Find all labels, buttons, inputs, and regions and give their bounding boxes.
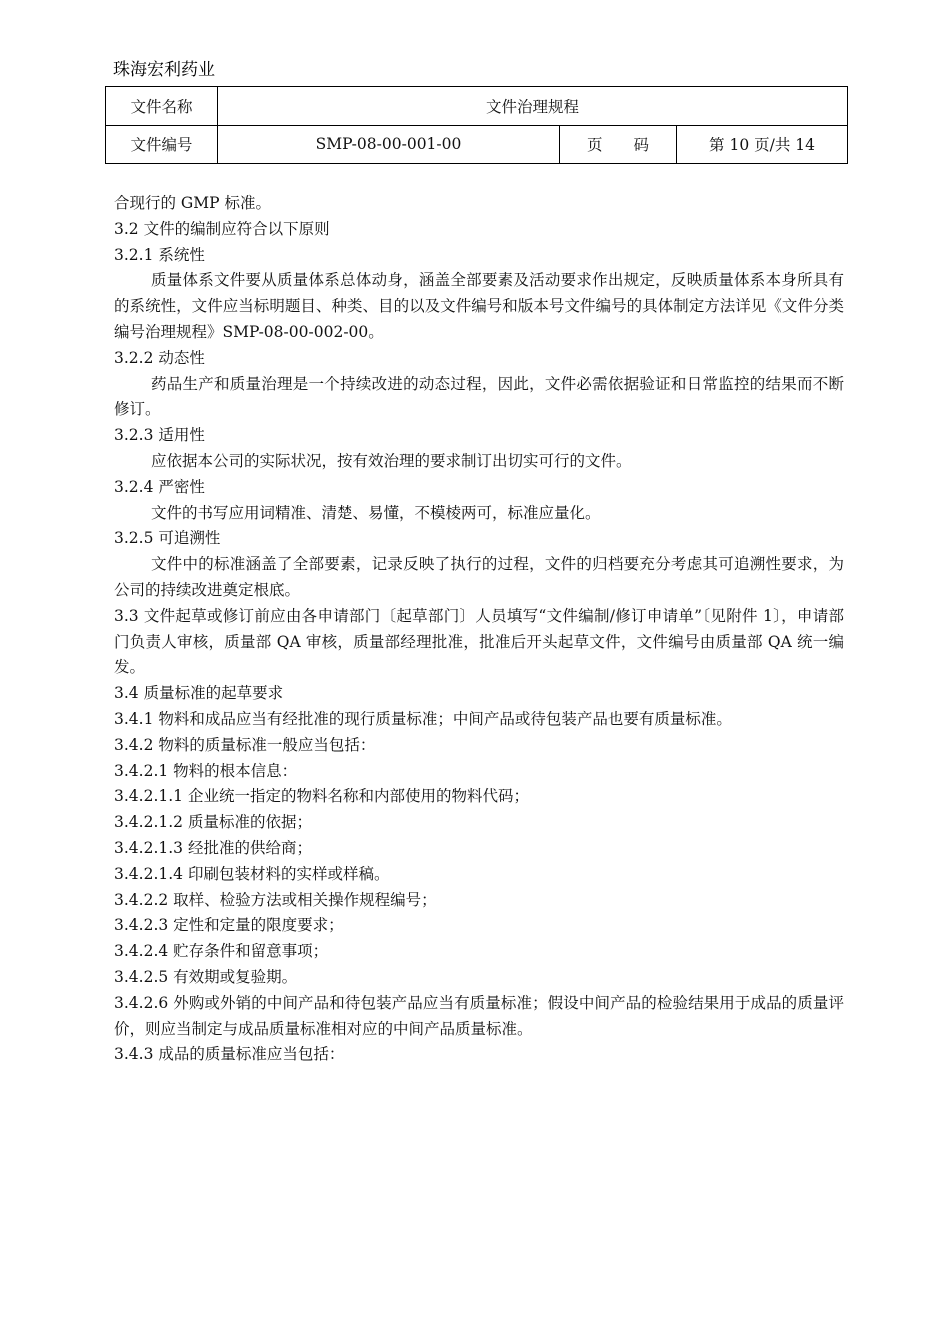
section-heading: 3.2.2 动态性 <box>114 348 205 367</box>
header-row-number <box>106 125 848 164</box>
section-heading: 3.2.1 系统性 <box>114 245 205 264</box>
list-item: 3.4.2.1.4 印刷包装材料的实样或样稿。 <box>114 864 390 883</box>
doc-name-label: 文件名称 <box>106 87 218 126</box>
paragraph: 3.3 文件起草或修订前应由各申请部门〔起草部门〕人员填写“文件编制/修订申请单”〔见附件 1〕，申请部门负责人审核，质量部 QA 审核，质量部经理批准，批准后开头起草文件，文件编号由质量部 QA 统一编发。 <box>114 606 844 677</box>
section-heading: 3.4 质量标准的起草要求 <box>114 684 284 703</box>
paragraph: 文件的书写应用词精准、清楚、易懂，不模棱两可，标准应量化。 <box>151 503 601 522</box>
list-item: 3.4.3 成品的质量标准应当包括： <box>114 1045 345 1064</box>
paragraph: 合现行的 GMP 标准。 <box>114 194 272 212</box>
list-item: 3.4.2.4 贮存条件和留意事项； <box>114 942 329 961</box>
list-item: 3.4.2.1.1 企业统一指定的物料名称和内部使用的物料代码； <box>114 787 529 806</box>
doc-number-value: SMP-08-00-001-00 <box>218 125 560 164</box>
header-row-name <box>106 87 848 126</box>
paragraph: 文件中的标准涵盖了全部要素，记录反映了执行的过程，文件的归档要充分考虑其可追溯性要求，为公司的持续改进奠定根底。 <box>114 555 844 599</box>
list-item: 3.4.2 物料的质量标准一般应当包括： <box>114 735 376 754</box>
list-item: 3.4.2.5 有效期或复验期。 <box>114 967 298 986</box>
list-item: 3.4.2.1.3 经批准的供给商； <box>114 838 312 857</box>
page-label: 页 码 <box>560 125 677 164</box>
section-heading: 3.2.5 可追溯性 <box>114 529 221 548</box>
page-number-value: 第 10 页/共 14 <box>677 125 848 164</box>
section-heading: 3.2 文件的编制应符合以下原则 <box>114 219 330 238</box>
list-item: 3.4.2.3 定性和定量的限度要求； <box>114 916 344 935</box>
list-item: 3.4.2.1.2 质量标准的依据； <box>114 813 312 832</box>
doc-name-value: 文件治理规程 <box>218 87 848 126</box>
paragraph: 3.4.1 物料和成品应当有经批准的现行质量标准；中间产品或待包装产品也要有质量标准。 <box>114 709 732 728</box>
section-heading: 3.2.4 严密性 <box>114 477 205 496</box>
paragraph: 药品生产和质量治理是一个持续改进的动态过程，因此，文件必需依据验证和日常监控的结果而不断修订。 <box>114 374 844 419</box>
section-heading: 3.2.3 适用性 <box>114 426 205 445</box>
list-item: 3.4.2.1 物料的根本信息： <box>114 761 298 780</box>
document-header-table <box>105 86 848 164</box>
paragraph: 质量体系文件要从质量体系总体动身，涵盖全部要素及活动要求作出规定，反映质量体系本身所具有的系统性，文件应当标明题目、种类、目的以及文件编号和版本号文件编号的具体制定方法详见《文件分类编号治理规程》SMP-08-00-002-00。 <box>114 271 844 341</box>
company-name: 珠海宏利药业 <box>113 60 215 80</box>
doc-number-label: 文件编号 <box>106 125 218 164</box>
list-item: 3.4.2.2 取样、检验方法或相关操作规程编号； <box>114 890 437 909</box>
paragraph: 应依据本公司的实际状况，按有效治理的要求制订出切实可行的文件。 <box>151 451 632 470</box>
list-item: 3.4.2.6 外购或外销的中间产品和待包装产品应当有质量标准；假设中间产品的检验结果用于成品的质量评价，则应当制定与成品质量标准相对应的中间产品质量标准。 <box>114 993 844 1038</box>
document-body <box>114 191 844 1068</box>
